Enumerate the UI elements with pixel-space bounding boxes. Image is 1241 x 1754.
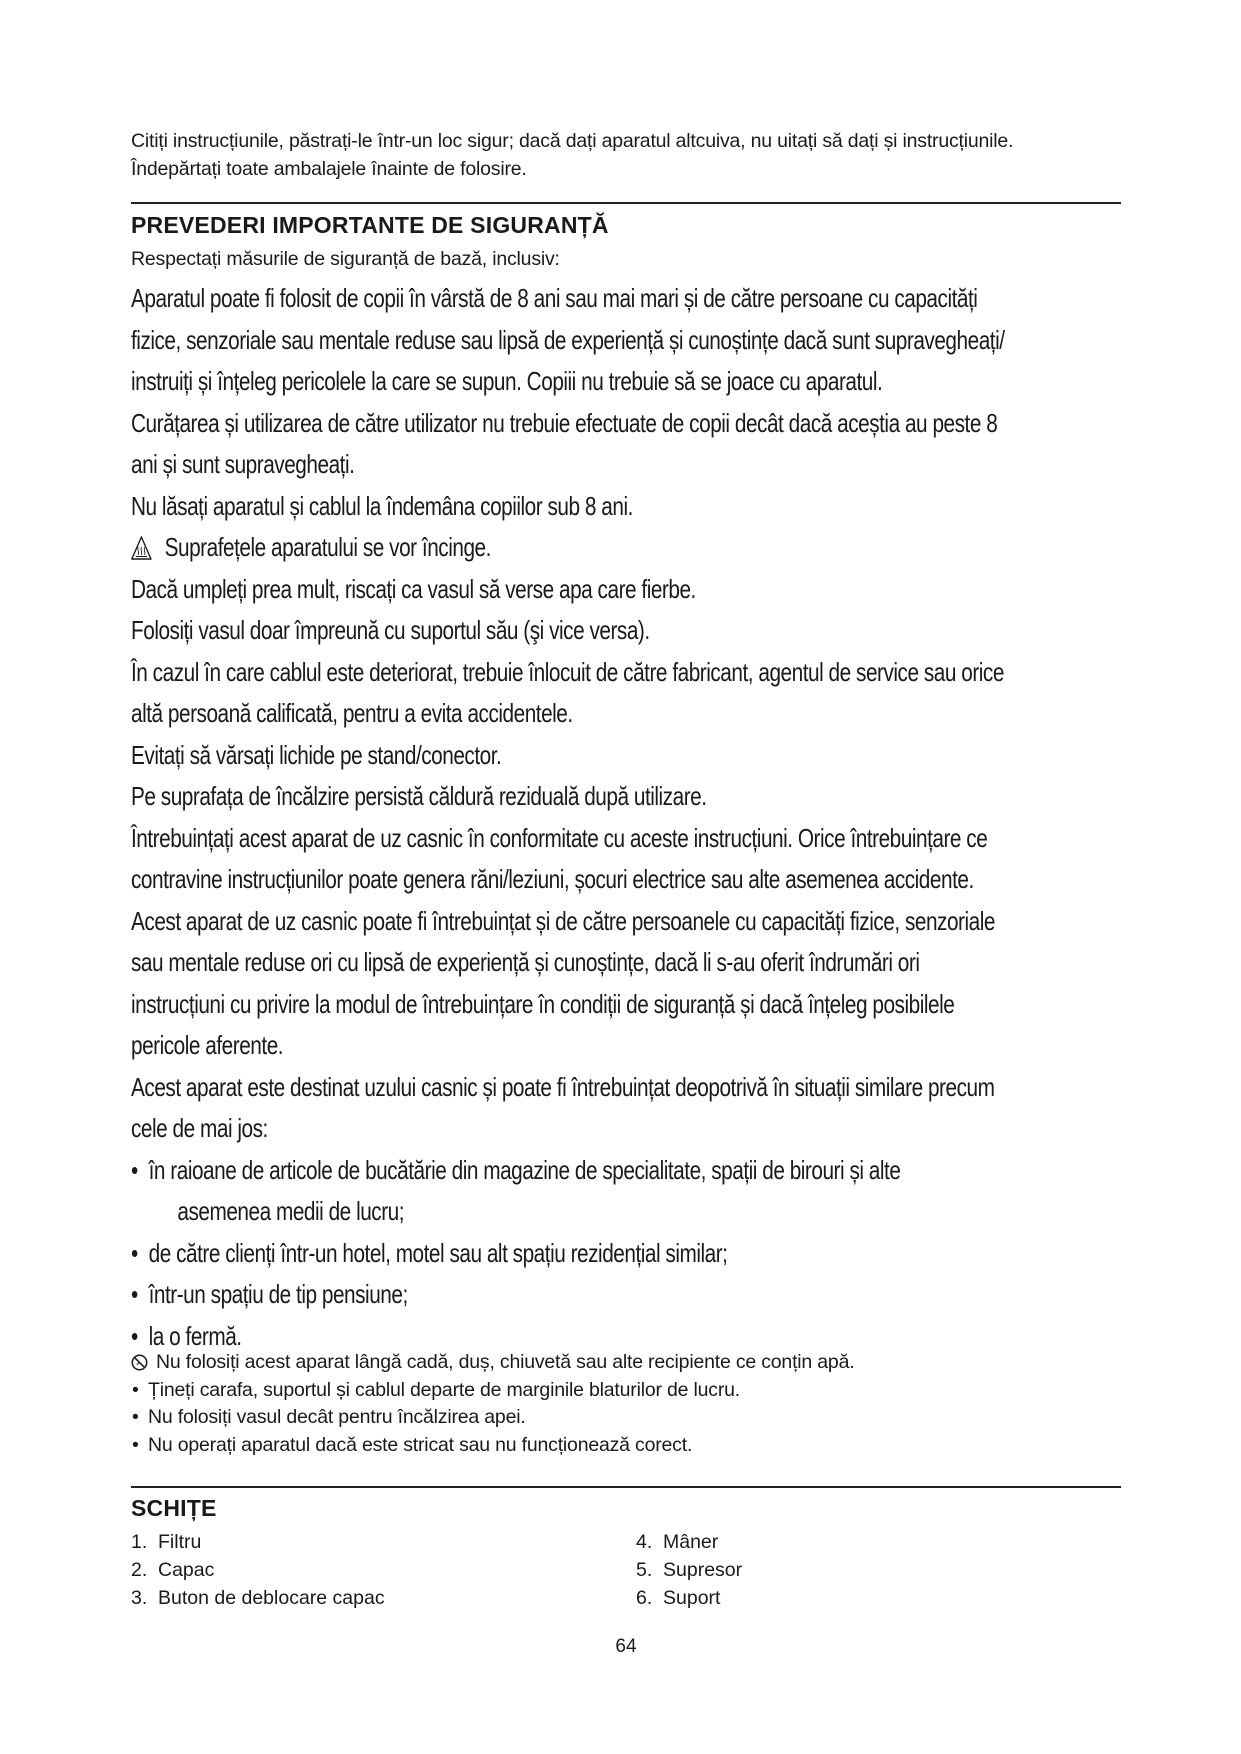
intro-line: Îndepărtați toate ambalajele înainte de folosire.	[131, 158, 527, 180]
item-label: Suport	[663, 1587, 721, 1609]
safety-line: pericole aferente.	[131, 1030, 284, 1060]
item-label: Supresor	[663, 1559, 743, 1581]
list-item	[131, 1377, 1131, 1405]
list-item	[131, 1404, 1131, 1432]
item-number: 4.	[636, 1531, 653, 1553]
safety-line: instrucțiuni cu privire la modul de întrebuințare în condiții de siguranță și dacă înțeleg posibilele	[131, 988, 955, 1019]
parts-column-right	[636, 1528, 742, 1612]
safety-line: Curățarea și utilizarea de către utilizator nu trebuie efectuate de copii decât dacă aceștia au peste 8	[131, 407, 998, 438]
item-number: 2.	[131, 1559, 148, 1581]
item-label: Capac	[158, 1559, 215, 1581]
safety-line: Nu lăsați aparatul și cablul la îndemâna copiilor sub 8 ani.	[131, 490, 633, 521]
item-label: Mâner	[663, 1531, 719, 1553]
intro-line: Citiți instrucțiunile, păstrați-le într-un loc sigur; dacă dați aparatul altcuiva, nu uitați să dați și instrucțiunile.	[131, 130, 1014, 152]
safety-line: sau mentale reduse ori cu lipsă de experiență și cunoștințe, dacă li s-au oferit îndrumări ori	[131, 947, 920, 977]
safety-line: fizice, senzoriale sau mentale reduse sau lipsă de experiență și cunoștințe dacă sunt supravegheați/	[131, 324, 1005, 355]
parts-column-left	[131, 1528, 385, 1612]
safety-body	[131, 278, 1131, 1357]
safety-line: contravine instrucțiunilor poate genera răni/leziuni, șocuri electrice sau alte asemenea accidente.	[131, 864, 974, 894]
item-number: 6.	[636, 1587, 653, 1609]
bullet-icon: •	[131, 1320, 138, 1351]
list-item	[131, 1432, 1131, 1460]
list-item	[131, 1274, 931, 1316]
prohibited-text: Nu folosiți acest aparat lângă cadă, duș, chiuvetă sau alte recipiente ce conțin apă.	[156, 1351, 855, 1373]
intro-text	[131, 127, 1131, 183]
list-item	[131, 1584, 385, 1612]
item-label: Buton de deblocare capac	[158, 1587, 385, 1609]
list-item-text: în raioane de articole de bucătărie din magazine de specialitate, spații de birouri și alte	[148, 1154, 901, 1185]
hot-surface-warning-icon	[131, 536, 152, 560]
safety-line: Dacă umpleți prea mult, riscați ca vasul să verse apa care fierbe.	[131, 573, 696, 604]
list-item-text: de către clienți într-un hotel, motel sau alt spațiu rezidențial similar;	[148, 1237, 728, 1268]
safety-line: altă persoană calificată, pentru a evita accidentele.	[131, 698, 573, 728]
hot-surface-warning	[131, 527, 931, 569]
warning-text: Suprafețele aparatului se vor încinge.	[164, 532, 491, 562]
safety-line: În cazul în care cablul este deteriorat, trebuie înlocuit de către fabricant, agentul de service sau orice	[131, 656, 1004, 687]
list-item-text: într-un spațiu de tip pensiune;	[148, 1279, 408, 1309]
list-item-continuation	[131, 1191, 931, 1233]
list-item	[636, 1584, 742, 1612]
list-item	[636, 1556, 742, 1584]
list-item	[131, 1528, 385, 1556]
safety-line: Folosiți vasul doar împreună cu suportul său (şi vice versa).	[131, 615, 650, 645]
list-item	[636, 1528, 742, 1556]
list-item-text: Nu operați aparatul dacă este stricat sau nu funcționează corect.	[148, 1433, 693, 1456]
bullet-icon: •	[132, 1378, 139, 1401]
list-item	[131, 1233, 931, 1275]
section-divider	[131, 1486, 1121, 1488]
section-divider	[131, 202, 1121, 204]
bullet-icon: •	[132, 1433, 139, 1456]
additional-warnings	[131, 1349, 1131, 1459]
safety-line: Întrebuințați acest aparat de uz casnic în conformitate cu aceste instrucțiuni. Orice întrebuințare ce	[131, 822, 988, 853]
safety-line: Acest aparat este destinat uzului casnic și poate fi întrebuințat deopotrivă în situații similare precum	[131, 1071, 995, 1102]
safety-heading: PREVEDERI IMPORTANTE DE SIGURANȚĂ	[131, 212, 609, 238]
safety-line: Evitați să vărsați lichide pe stand/conector.	[131, 739, 502, 770]
bullet-icon: •	[131, 1279, 138, 1309]
bullet-icon: •	[131, 1237, 138, 1268]
item-number: 5.	[636, 1559, 653, 1581]
list-item-text: asemenea medii de lucru;	[177, 1196, 405, 1226]
safety-line: Aparatul poate fi folosit de copii în vârstă de 8 ani sau mai mari și de către persoane cu capacități	[131, 283, 978, 313]
item-number: 1.	[131, 1531, 148, 1553]
no-water-icon	[131, 1354, 148, 1371]
page-number: 64	[615, 1636, 637, 1657]
list-item-text: la o fermă.	[148, 1320, 242, 1351]
list-item	[131, 1150, 931, 1192]
prohibited-warning	[131, 1349, 1131, 1377]
parts-heading: SCHIȚE	[131, 1495, 217, 1521]
bullet-icon: •	[131, 1154, 138, 1185]
safety-line: Pe suprafața de încălzire persistă căldură reziduală după utilizare.	[131, 781, 707, 811]
bullet-icon: •	[132, 1406, 139, 1428]
item-number: 3.	[131, 1587, 148, 1609]
item-label: Filtru	[158, 1531, 202, 1553]
list-item-text: Țineți carafa, suportul și cablul departe de marginile blaturilor de lucru.	[148, 1378, 740, 1401]
list-item	[131, 1556, 385, 1584]
list-item-text: Nu folosiți vasul decât pentru încălzirea apei.	[148, 1406, 526, 1428]
safety-line: Acest aparat de uz casnic poate fi întrebuințat și de către persoanele cu capacități fizice, senzoriale	[131, 905, 995, 936]
safety-line: cele de mai jos:	[131, 1113, 268, 1143]
safety-subtitle: Respectați măsurile de siguranță de bază, inclusiv:	[131, 248, 560, 270]
safety-line: ani și sunt supravegheați.	[131, 449, 355, 479]
safety-line: instruiți și înțeleg pericolele la care se supun. Copiii nu trebuie să se joace cu aparatul.	[131, 366, 883, 396]
